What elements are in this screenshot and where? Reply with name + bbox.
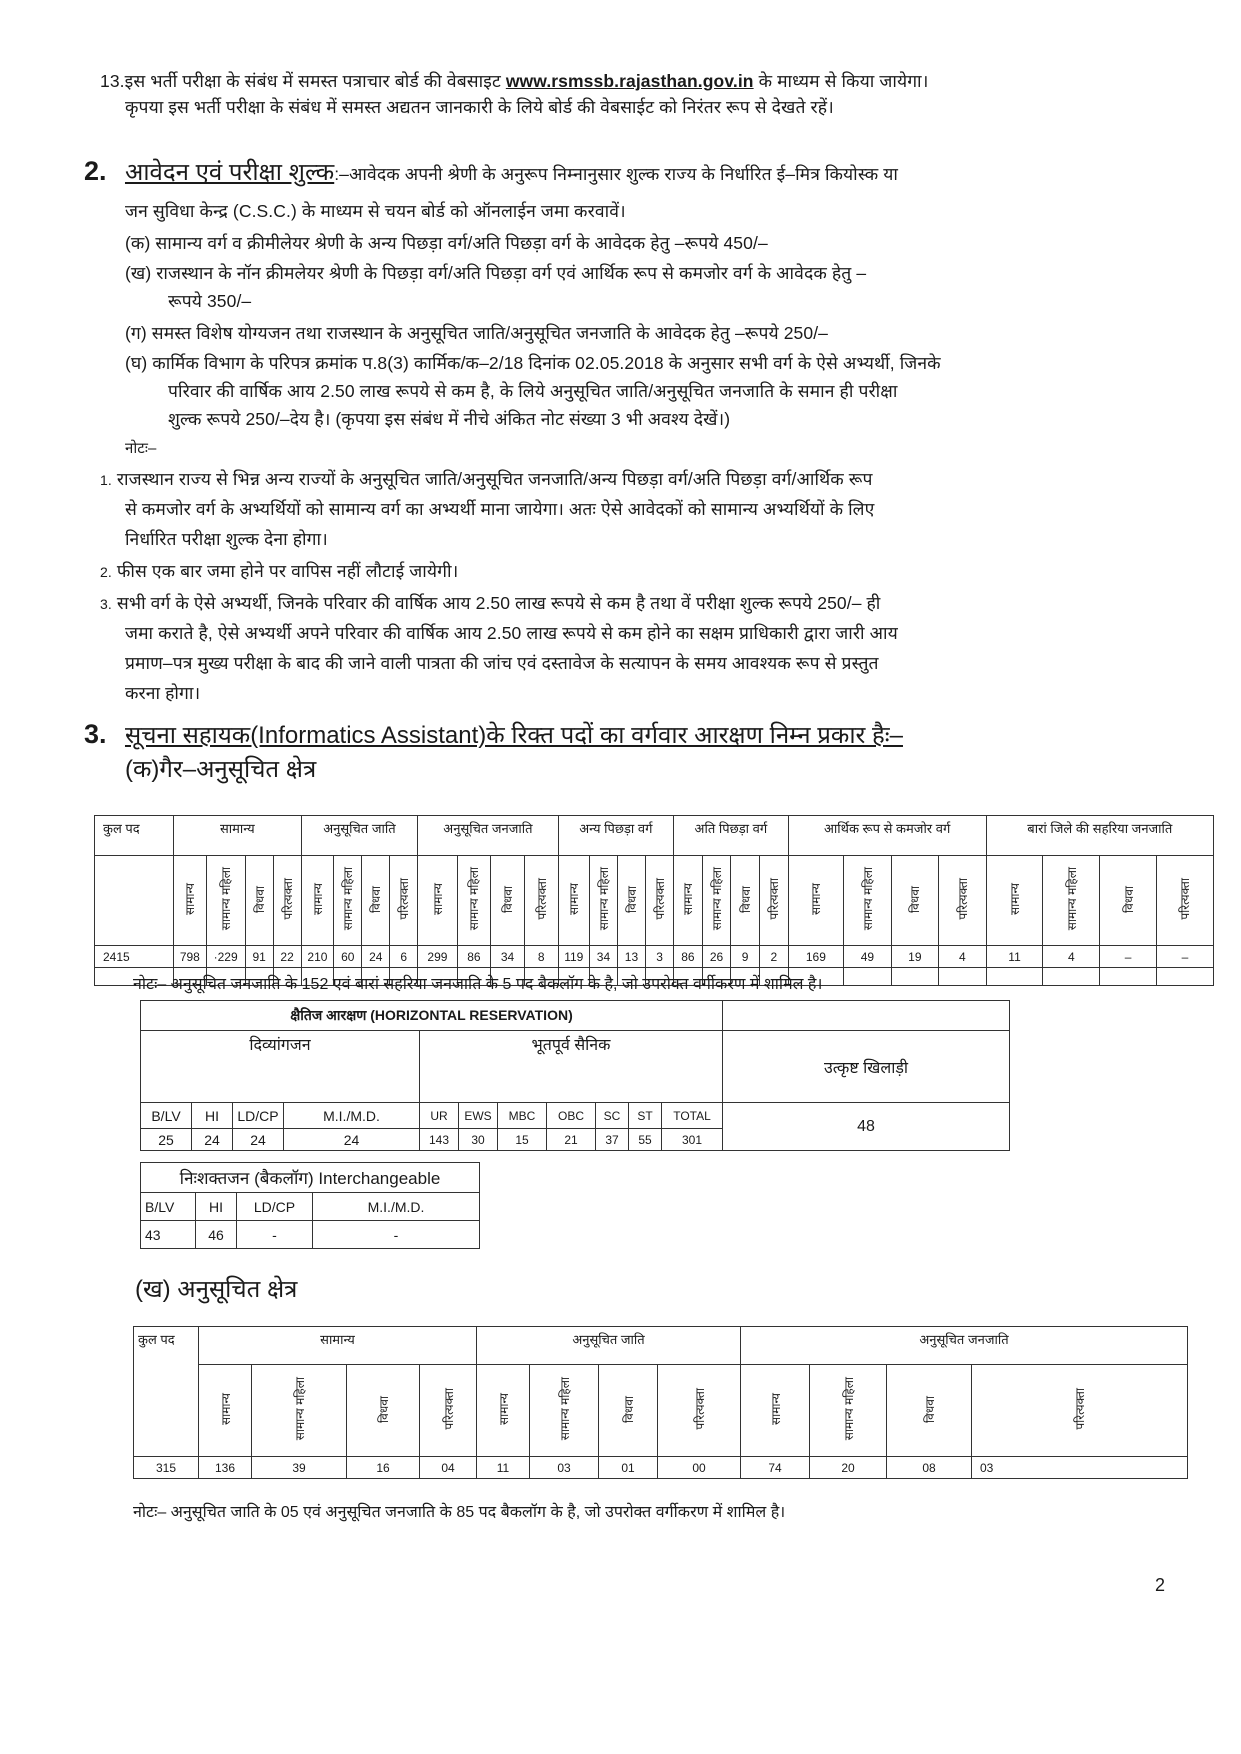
cell: 39	[252, 1457, 347, 1479]
note-number: 1.	[100, 472, 112, 488]
cell: 86	[674, 946, 703, 968]
cell: 301	[662, 1129, 723, 1151]
note-1	[100, 464, 873, 495]
note-label: नोटः–	[125, 440, 157, 457]
col-header: TOTAL	[662, 1103, 723, 1129]
cell: 24	[192, 1129, 233, 1151]
cell: 74	[741, 1457, 810, 1479]
subtitle-scheduled: (ख) अनुसूचित क्षेत्र	[135, 1276, 298, 1303]
cell: 299	[418, 946, 457, 968]
table-row	[95, 946, 1214, 968]
section-number: 3.	[84, 719, 107, 749]
subtitle-non-scheduled: (क)गैर–अनुसूचित क्षेत्र	[125, 756, 317, 783]
subcol: सामान्य महिला	[467, 867, 482, 931]
cell: 16	[347, 1457, 420, 1479]
cell: 119	[558, 946, 589, 968]
note-text: फीस एक बार जमा होने पर वापिस नहीं लौटाई जायेगी।	[116, 561, 459, 581]
subcol: विधवा	[369, 885, 384, 913]
note-2	[100, 556, 458, 587]
group-header: अनुसूचित जनजाति	[418, 816, 558, 856]
subcol: सामान्य	[430, 882, 445, 915]
subcol: सामान्य	[809, 882, 824, 915]
subcol: विधवा	[624, 885, 639, 913]
subcol: परित्यक्ता	[767, 878, 782, 920]
cell: 49	[844, 946, 891, 968]
subcol: परित्यक्ता	[692, 1388, 707, 1430]
col-header: M.I./M.D.	[313, 1193, 480, 1221]
subcol: विधवा	[376, 1395, 391, 1423]
subcol: सामान्य महिला	[710, 867, 725, 931]
section-intro-2: जन सुविधा केन्द्र (C.S.C.) के माध्यम से चयन बोर्ड को ऑनलाईन जमा करवावें।	[125, 201, 626, 221]
col-header: LD/CP	[237, 1193, 313, 1221]
cell-total: 2415	[95, 946, 174, 968]
item-text: सामान्य वर्ग व क्रीमीलेयर श्रेणी के अन्य पिछड़ा वर्ग/अति पिछड़ा वर्ग के आवेदक हेतु –रूपये 450/–	[155, 233, 768, 253]
cell: 13	[617, 946, 645, 968]
subcol: विधवा	[908, 885, 923, 913]
header-total: कुल पद	[134, 1327, 199, 1457]
table-b-note: नोटः– अनुसूचित जाति के 05 एवं अनुसूचित जनजाति के 85 पद बैकलॉग के है, जो उपरोक्त वर्गीकरण में शामिल है।	[133, 1504, 786, 1521]
cell: 2	[759, 946, 788, 968]
col-header: HI	[196, 1193, 237, 1221]
subcol: सामान्य	[496, 1392, 511, 1425]
cell: -	[237, 1221, 313, 1249]
subcol: परित्यक्ता	[955, 878, 970, 920]
subheader-row	[95, 856, 1214, 946]
page-number: 2	[1155, 1575, 1166, 1595]
note-3-line3: प्रमाण–पत्र मुख्य परीक्षा के बाद की जाने वाली पात्रता की जांच एवं दस्तावेज के सत्यापन के समय आवश्यक रूप से प्रस्तुत	[125, 653, 879, 673]
subcol: सामान्य	[681, 882, 696, 915]
horizontal-reservation-table	[140, 1000, 1010, 1151]
subcol: सामान्य महिला	[219, 867, 234, 931]
cell: 6	[390, 946, 418, 968]
cell: 30	[459, 1129, 498, 1151]
sportsperson-value: 48	[723, 1103, 1010, 1151]
fee-item-b-cont: रूपये 350/–	[168, 291, 252, 311]
note-text: राजस्थान राज्य से भिन्न अन्य राज्यों के अनुसूचित जाति/अनुसूचित जनजाति/अन्य पिछड़ा वर्ग/अति पिछड़ा वर्ग/आर्थिक रूप	[116, 469, 873, 489]
table-non-scheduled	[94, 815, 1214, 986]
cell: 24	[233, 1129, 284, 1151]
subcol: सामान्य	[567, 882, 582, 915]
table-row	[141, 1221, 480, 1249]
subheader-row	[134, 1365, 1188, 1457]
table-scheduled	[133, 1326, 1188, 1479]
cell: 60	[334, 946, 362, 968]
cell: 20	[810, 1457, 887, 1479]
cell: 22	[273, 946, 301, 968]
item-label: (घ)	[125, 353, 148, 373]
subcol: परित्यक्ता	[441, 1388, 456, 1430]
group-header: सामान्य	[174, 816, 302, 856]
cell: 11	[986, 946, 1043, 968]
horizontal-title: क्षैतिज आरक्षण (HORIZONTAL RESERVATION)	[141, 1001, 723, 1031]
cell: 24	[284, 1129, 420, 1151]
note-3-line2: जमा कराते है, ऐसे अभ्यर्थी अपने परिवार की वार्षिक आय 2.50 लाख रूपये से कम होने का सक्षम प्राधिकारी द्वारा जारी आय	[125, 623, 898, 643]
fee-item-c	[125, 318, 828, 348]
item-text: समस्त विशेष योग्यजन तथा राजस्थान के अनुसूचित जाति/अनुसूचित जनजाति के आवेदक हेतु –रूपये 250/–	[151, 323, 829, 343]
col-header: EWS	[459, 1103, 498, 1129]
subcol: विधवा	[1121, 885, 1136, 913]
website-link[interactable]: www.rsmssb.rajasthan.gov.in	[505, 71, 754, 91]
subcol: सामान्य	[183, 882, 198, 915]
item-label: (ग)	[125, 323, 147, 343]
section-3-heading	[84, 718, 903, 751]
note-1-line3: निर्धारित परीक्षा शुल्क देना होगा।	[125, 529, 328, 549]
section-title: आवेदन एवं परीक्षा शुल्क	[124, 159, 335, 186]
cell: 19	[891, 946, 938, 968]
cell: 08	[887, 1457, 972, 1479]
cell: 00	[658, 1457, 741, 1479]
cell-total: 315	[134, 1457, 199, 1479]
subcol: विधवा	[922, 1395, 937, 1423]
cell: 55	[629, 1129, 662, 1151]
col-header: B/LV	[141, 1103, 192, 1129]
cell: 136	[199, 1457, 252, 1479]
group-header: अन्य पिछड़ा वर्ग	[558, 816, 674, 856]
subcol: परित्यक्ता	[280, 878, 295, 920]
sportsperson-header: उत्कृष्ट खिलाड़ी	[723, 1031, 1010, 1103]
subcol: परित्यक्ता	[534, 878, 549, 920]
cell: 37	[596, 1129, 629, 1151]
cell: 03	[530, 1457, 599, 1479]
item-label: (क)	[125, 233, 151, 253]
divyang-header: दिव्यांगजन	[141, 1031, 420, 1103]
cell: 86	[457, 946, 491, 968]
cell: –	[1156, 946, 1213, 968]
col-header: MBC	[498, 1103, 547, 1129]
note-3-line4: करना होगा।	[125, 683, 201, 703]
cell: 43	[141, 1221, 196, 1249]
cell: 8	[524, 946, 558, 968]
backlog-table	[140, 1162, 480, 1249]
table-row	[134, 1457, 1188, 1479]
cell: 21	[547, 1129, 596, 1151]
subcol: परित्यक्ता	[1178, 878, 1193, 920]
section-title: सूचना सहायक(Informatics Assistant)के रिक्त पदों का वर्गवार आरक्षण निम्न प्रकार हैः–	[124, 722, 903, 749]
subcol: सामान्य महिला	[860, 867, 875, 931]
cell: 04	[420, 1457, 477, 1479]
group-header: बारां जिले की सहरिया जनजाति	[986, 816, 1213, 856]
cell: 34	[491, 946, 525, 968]
cell: 91	[245, 946, 273, 968]
fee-item-d	[125, 348, 941, 378]
group-header: अनुसूचित जाति	[301, 816, 418, 856]
col-header: M.I./M.D.	[284, 1103, 420, 1129]
cell: ·229	[206, 946, 245, 968]
cell: 46	[196, 1221, 237, 1249]
note-text: सभी वर्ग के ऐसे अभ्यर्थी, जिनके परिवार की वार्षिक आय 2.50 लाख रूपये से कम है तथा वें परीक्षा शुल्क रूपये 250/– ही	[116, 593, 881, 613]
group-header: अति पिछड़ा वर्ग	[674, 816, 789, 856]
backlog-header: निःशक्तजन (बैकलॉग) Interchangeable	[141, 1163, 480, 1193]
section-2-heading	[84, 155, 898, 189]
cell: 798	[174, 946, 207, 968]
subcol: सामान्य महिला	[292, 1377, 307, 1441]
subcol: विधवा	[252, 885, 267, 913]
note-number: 2.	[100, 564, 112, 580]
subcol: सामान्य महिला	[1064, 867, 1079, 931]
subcol: परित्यक्ता	[397, 878, 412, 920]
subcol: सामान्य	[768, 1392, 783, 1425]
cell: 03	[972, 1457, 1188, 1479]
fee-item-d-cont2: शुल्क रूपये 250/–देय है। (कृपया इस संबंध में नीचे अंकित नोट संख्या 3 भी अवश्य देखें।)	[168, 409, 731, 429]
cell: 3	[645, 946, 673, 968]
cell: 24	[362, 946, 390, 968]
cell: 25	[141, 1129, 192, 1151]
col-header: UR	[420, 1103, 459, 1129]
group-header: अनुसूचित जाति	[477, 1327, 741, 1365]
section-intro: :–आवेदक अपनी श्रेणी के अनुरूप निम्नानुसार शुल्क राज्य के निर्धारित ई–मित्र कियोस्क या	[334, 164, 899, 184]
fee-item-d-cont: परिवार की वार्षिक आय 2.50 लाख रूपये से कम है, के लिये अनुसूचित जाति/अनुसूचित जनजाति के समान ही परीक्षा	[168, 381, 898, 401]
cell: -	[313, 1221, 480, 1249]
col-header: LD/CP	[233, 1103, 284, 1129]
note-1-line2: से कमजोर वर्ग के अभ्यर्थियों को सामान्य वर्ग का अभ्यर्थी माना जायेगा। अतः ऐसे आवेदकों को सामान्य अभ्यर्थियों के लिए	[125, 499, 875, 519]
group-header: अनुसूचित जनजाति	[741, 1327, 1188, 1365]
subcol: सामान्य	[310, 882, 325, 915]
cell: 169	[788, 946, 843, 968]
subcol: सामान्य महिला	[596, 867, 611, 931]
subcol: परित्यक्ता	[653, 878, 668, 920]
fee-item-b	[125, 258, 866, 288]
table-a-note: नोटः– अनुसूचित जनजाति के 152 एवं बारां सहरिया जनजाति के 5 पद बैकलॉग के है, जो उपरोक्त वर्गीकरण में शामिल है।	[133, 976, 823, 993]
cell: 34	[589, 946, 617, 968]
header-total: कुल पद	[95, 816, 174, 856]
col-header: OBC	[547, 1103, 596, 1129]
subcol: परित्यक्ता	[1073, 1388, 1087, 1430]
cell: –	[1100, 946, 1157, 968]
col-header: HI	[192, 1103, 233, 1129]
point-13-line2: कृपया इस भर्ती परीक्षा के संबंध में समस्त अद्यतन जानकारी के लिये बोर्ड की वेबसाईट को निरंतर रूप से देखते रहें।	[125, 97, 834, 117]
section-number: 2.	[84, 156, 107, 186]
cell: 9	[731, 946, 760, 968]
subcol: विधवा	[501, 885, 516, 913]
col-header: SC	[596, 1103, 629, 1129]
cell: 4	[1043, 946, 1100, 968]
cell: 11	[477, 1457, 530, 1479]
point-text: इस भर्ती परीक्षा के संबंध में समस्त पत्राचार बोर्ड की वेबसाइट	[124, 71, 506, 91]
subcol: सामान्य महिला	[841, 1377, 856, 1441]
subcol: विधवा	[621, 1395, 636, 1423]
point-number: 13.	[100, 71, 125, 91]
cell: 143	[420, 1129, 459, 1151]
cell: 15	[498, 1129, 547, 1151]
group-header: सामान्य	[199, 1327, 477, 1365]
subcol: सामान्य	[1008, 882, 1023, 915]
cell: 210	[301, 946, 334, 968]
subcol: सामान्य महिला	[557, 1377, 572, 1441]
cell: 4	[939, 946, 987, 968]
subcol: सामान्य महिला	[341, 867, 356, 931]
item-label: (ख)	[125, 263, 152, 283]
group-header: आर्थिक रूप से कमजोर वर्ग	[788, 816, 986, 856]
subcol: विधवा	[738, 885, 753, 913]
item-text: राजस्थान के नॉन क्रीमलेयर श्रेणी के पिछड़ा वर्ग/अति पिछड़ा वर्ग एवं आर्थिक रूप से कमजोर वर्ग के आवेदक हेतु –	[156, 263, 867, 283]
subcol: सामान्य	[218, 1392, 233, 1425]
ex-serviceman-header: भूतपूर्व सैनिक	[420, 1031, 723, 1103]
item-text: कार्मिक विभाग के परिपत्र क्रमांक प.8(3) कार्मिक/क–2/18 दिनांक 02.05.2018 के अनुसार सभी वर्ग के ऐसे अभ्यर्थी, जिनके	[152, 353, 941, 373]
note-3	[100, 588, 880, 619]
note-number: 3.	[100, 596, 112, 612]
col-header: B/LV	[141, 1193, 196, 1221]
fee-item-a	[125, 228, 768, 258]
cell: 01	[599, 1457, 658, 1479]
col-header: ST	[629, 1103, 662, 1129]
cell: 26	[702, 946, 731, 968]
point-text-end: के माध्यम से किया जायेगा।	[753, 71, 929, 91]
